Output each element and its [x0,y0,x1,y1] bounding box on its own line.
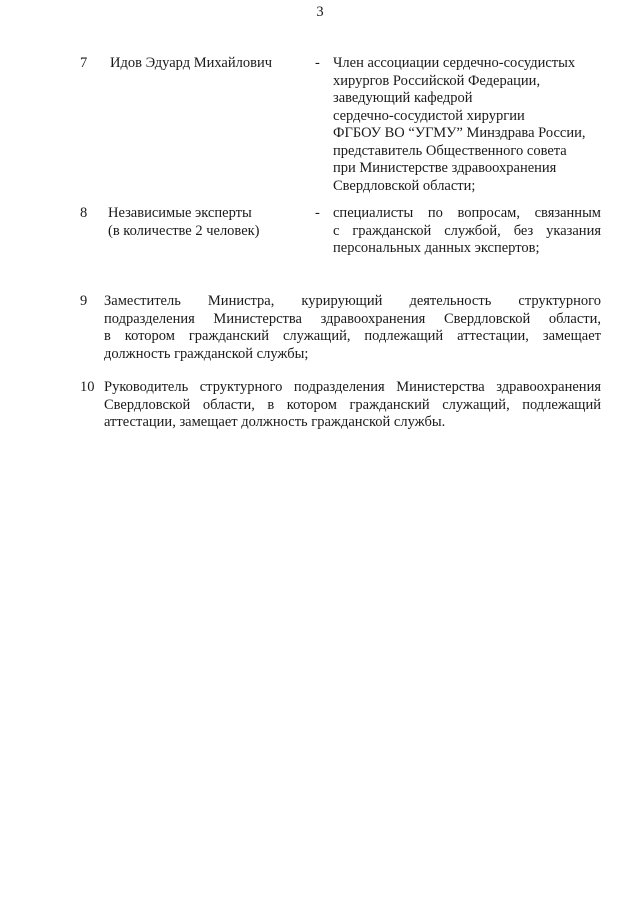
paragraph-line: Руководитель структурного подразделения Министерства здравоохранения [104,379,601,395]
paragraph-line: должность гражданской службы; [104,345,309,362]
description-line: сердечно-сосудистой хирургии [333,107,525,124]
paragraph-line: Свердловской области, в котором гражданский служащий, подлежащий [104,396,601,413]
member-name-line: Независимые эксперты [108,205,252,221]
description-line: представитель Общественного совета [333,142,567,159]
description-line: при Министерстве здравоохранения [333,160,557,176]
item-number: 8 [80,205,88,221]
item-number: 7 [80,55,88,71]
dash: - [315,55,320,71]
description-line: ФГБОУ ВО “УГМУ” Минздрава России, [333,125,586,141]
member-name [110,55,272,73]
paragraph-line: в котором гражданский служащий, подлежащий аттестации, замещает [104,328,601,344]
description-line: с гражданской службой, без указания [333,222,601,239]
paragraph-text [104,293,601,363]
description-line: специалисты по вопросам, связанным [333,205,601,221]
description-line: заведующий кафедрой [333,90,473,106]
member-name-line: (в количестве 2 человек) [108,222,260,239]
dash: - [315,205,320,221]
description-line: персональных данных экспертов; [333,240,540,256]
page-number: 3 [316,4,324,20]
paragraph-line: аттестации, замещает должность гражданской службы. [104,414,446,430]
description-line: хирургов Российской Федерации, [333,72,541,89]
description-line: Член ассоциации сердечно-сосудистых [333,55,576,71]
member-description [333,205,601,258]
item-number: 9 [80,293,88,309]
description-line: Свердловской области; [333,177,476,194]
paragraph-line: Заместитель Министра, курирующий деятельность структурного [104,293,601,309]
paragraph-text [104,379,601,432]
item-number: 10 [80,379,95,395]
paragraph-line: подразделения Министерства здравоохранения Свердловской области, [104,310,601,327]
member-name [108,205,260,240]
member-name-line: Идов Эдуард Михайлович [110,55,273,71]
member-description [333,55,588,195]
